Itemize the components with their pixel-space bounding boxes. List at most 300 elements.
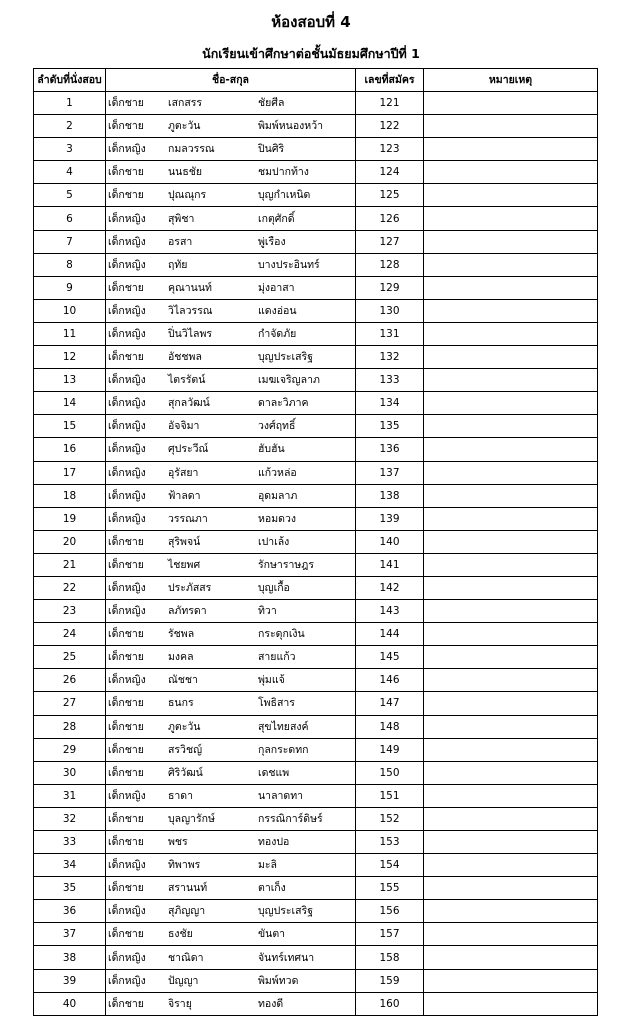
last-name: ดาละวิภาค xyxy=(258,397,309,410)
application-number-cell: 152 xyxy=(356,807,424,830)
note-cell xyxy=(424,461,598,484)
name-prefix: เด็กชาย xyxy=(108,558,144,571)
last-name: เปาเล้ง xyxy=(258,535,290,548)
student-name-cell xyxy=(106,299,356,322)
last-name: บุญเกื้อ xyxy=(258,582,290,595)
name-prefix: เด็กชาย xyxy=(108,720,144,733)
seat-number-cell: 16 xyxy=(34,438,106,461)
first-name: ธาดา xyxy=(168,789,194,802)
first-name: ปุณณุกร xyxy=(168,189,207,202)
note-cell xyxy=(424,669,598,692)
last-name: เกตุศักดิ์ xyxy=(258,212,295,225)
name-prefix: เด็กหญิง xyxy=(108,212,146,225)
name-prefix: เด็กหญิง xyxy=(108,258,146,271)
seat-number-cell: 10 xyxy=(34,299,106,322)
student-name-cell xyxy=(106,877,356,900)
first-name: ทิพาพร xyxy=(168,859,201,872)
note-cell xyxy=(424,299,598,322)
first-name: ธนกร xyxy=(168,697,194,710)
last-name: ทิวา xyxy=(258,605,277,618)
note-cell xyxy=(424,831,598,854)
last-name: พิมพ์ทวด xyxy=(258,974,299,987)
column-header-application-number: เลขที่สมัคร xyxy=(356,69,424,92)
student-name-cell xyxy=(106,946,356,969)
student-name-cell xyxy=(106,530,356,553)
first-name: จิรายุ xyxy=(168,997,192,1010)
seat-number-cell: 39 xyxy=(34,969,106,992)
seat-number-cell: 3 xyxy=(34,138,106,161)
name-prefix: เด็กหญิง xyxy=(108,859,146,872)
column-header-seat: ลำดับที่นั่งสอบ xyxy=(34,69,106,92)
seat-number-cell: 29 xyxy=(34,738,106,761)
name-prefix: เด็กชาย xyxy=(108,189,144,202)
first-name: อุรัสยา xyxy=(168,466,199,479)
first-name: ณัชชา xyxy=(168,674,198,687)
seat-number-cell: 15 xyxy=(34,415,106,438)
first-name: ฤทัย xyxy=(168,258,188,271)
application-number-cell: 126 xyxy=(356,207,424,230)
student-name-cell xyxy=(106,507,356,530)
last-name: อุดมลาภ xyxy=(258,489,298,502)
name-prefix: เด็กหญิง xyxy=(108,905,146,918)
table-row xyxy=(34,253,598,276)
seat-number-cell: 38 xyxy=(34,946,106,969)
name-prefix: เด็กชาย xyxy=(108,166,144,179)
first-name: ภูตะวัน xyxy=(168,720,201,733)
note-cell xyxy=(424,946,598,969)
application-number-cell: 133 xyxy=(356,369,424,392)
application-number-cell: 122 xyxy=(356,115,424,138)
table-row xyxy=(34,369,598,392)
student-name-cell xyxy=(106,553,356,576)
first-name: อัชชพล xyxy=(168,351,202,364)
first-name: ศุประวีณ์ xyxy=(168,443,209,456)
seat-number-cell: 28 xyxy=(34,715,106,738)
seat-number-cell: 31 xyxy=(34,784,106,807)
last-name: พุ่มแจ้ xyxy=(258,674,285,687)
name-prefix: เด็กชาย xyxy=(108,812,144,825)
application-number-cell: 160 xyxy=(356,992,424,1015)
seat-number-cell: 36 xyxy=(34,900,106,923)
first-name: รัชพล xyxy=(168,628,195,641)
application-number-cell: 142 xyxy=(356,576,424,599)
last-name: ตาเก็ง xyxy=(258,882,286,895)
seat-number-cell: 17 xyxy=(34,461,106,484)
student-name-cell xyxy=(106,184,356,207)
seat-number-cell: 13 xyxy=(34,369,106,392)
application-number-cell: 146 xyxy=(356,669,424,692)
student-name-cell xyxy=(106,669,356,692)
note-cell xyxy=(424,184,598,207)
last-name: พิมพ์หนองหว้า xyxy=(258,120,324,133)
name-prefix: เด็กหญิง xyxy=(108,674,146,687)
table-row xyxy=(34,115,598,138)
note-cell xyxy=(424,784,598,807)
note-cell xyxy=(424,715,598,738)
student-name-cell xyxy=(106,854,356,877)
name-prefix: เด็กหญิง xyxy=(108,397,146,410)
name-prefix: เด็กหญิง xyxy=(108,143,146,156)
application-number-cell: 141 xyxy=(356,553,424,576)
student-name-cell xyxy=(106,623,356,646)
note-cell xyxy=(424,992,598,1015)
first-name: นนธชัย xyxy=(168,166,203,179)
name-prefix: เด็กหญิง xyxy=(108,443,146,456)
seat-number-cell: 8 xyxy=(34,253,106,276)
student-name-cell xyxy=(106,831,356,854)
student-name-cell xyxy=(106,138,356,161)
last-name: บางประอินทร์ xyxy=(258,258,320,271)
column-header-note: หมายเหตุ xyxy=(424,69,598,92)
last-name: ทองดี xyxy=(258,997,284,1010)
seat-number-cell: 6 xyxy=(34,207,106,230)
note-cell xyxy=(424,253,598,276)
last-name: มะลิ xyxy=(258,859,277,872)
application-number-cell: 123 xyxy=(356,138,424,161)
last-name: เมฆเจริญลาภ xyxy=(258,374,320,387)
seat-number-cell: 37 xyxy=(34,923,106,946)
first-name: ธงชัย xyxy=(168,928,193,941)
note-cell xyxy=(424,969,598,992)
name-prefix: เด็กหญิง xyxy=(108,582,146,595)
table-row xyxy=(34,415,598,438)
first-name: วิไลวรรณ xyxy=(168,304,213,317)
table-row xyxy=(34,992,598,1015)
seat-number-cell: 20 xyxy=(34,530,106,553)
note-cell xyxy=(424,92,598,115)
first-name: สุริพจน์ xyxy=(168,535,201,548)
application-number-cell: 121 xyxy=(356,92,424,115)
application-number-cell: 144 xyxy=(356,623,424,646)
table-row xyxy=(34,646,598,669)
note-cell xyxy=(424,484,598,507)
seat-number-cell: 30 xyxy=(34,761,106,784)
note-cell xyxy=(424,276,598,299)
application-number-cell: 134 xyxy=(356,392,424,415)
exam-seating-table xyxy=(33,68,598,1016)
application-number-cell: 150 xyxy=(356,761,424,784)
note-cell xyxy=(424,507,598,530)
first-name: ชาณิดา xyxy=(168,951,204,964)
name-prefix: เด็กชาย xyxy=(108,351,144,364)
last-name: กำจัดภัย xyxy=(258,327,297,340)
name-prefix: เด็กชาย xyxy=(108,697,144,710)
last-name: พู่เรือง xyxy=(258,235,286,248)
application-number-cell: 131 xyxy=(356,322,424,345)
first-name: กมลวรรณ xyxy=(168,143,215,156)
application-number-cell: 151 xyxy=(356,784,424,807)
application-number-cell: 153 xyxy=(356,831,424,854)
seat-number-cell: 40 xyxy=(34,992,106,1015)
first-name: ลภัทรดา xyxy=(168,605,207,618)
note-cell xyxy=(424,692,598,715)
last-name: แดงอ่อน xyxy=(258,304,297,317)
seat-number-cell: 22 xyxy=(34,576,106,599)
student-name-cell xyxy=(106,415,356,438)
table-row xyxy=(34,969,598,992)
seat-number-cell: 35 xyxy=(34,877,106,900)
name-prefix: เด็กหญิง xyxy=(108,420,146,433)
seat-number-cell: 18 xyxy=(34,484,106,507)
note-cell xyxy=(424,438,598,461)
first-name: สุกลวัฒน์ xyxy=(168,397,210,410)
table-row xyxy=(34,854,598,877)
student-name-cell xyxy=(106,161,356,184)
application-number-cell: 125 xyxy=(356,184,424,207)
name-prefix: เด็กหญิง xyxy=(108,951,146,964)
last-name: ปินศิริ xyxy=(258,143,285,156)
note-cell xyxy=(424,346,598,369)
note-cell xyxy=(424,369,598,392)
application-number-cell: 156 xyxy=(356,900,424,923)
name-prefix: เด็กชาย xyxy=(108,997,144,1010)
student-name-cell xyxy=(106,484,356,507)
last-name: กระดุกเงิน xyxy=(258,628,305,641)
name-prefix: เด็กชาย xyxy=(108,97,144,110)
application-number-cell: 149 xyxy=(356,738,424,761)
application-number-cell: 148 xyxy=(356,715,424,738)
application-number-cell: 138 xyxy=(356,484,424,507)
room-title: ห้องสอบที่ 4 xyxy=(271,13,351,31)
name-prefix: เด็กหญิง xyxy=(108,974,146,987)
student-name-cell xyxy=(106,253,356,276)
first-name: ศิริวัฒน์ xyxy=(168,766,203,779)
student-name-cell xyxy=(106,207,356,230)
first-name: สุพิชา xyxy=(168,212,195,225)
application-number-cell: 147 xyxy=(356,692,424,715)
student-name-cell xyxy=(106,646,356,669)
seat-number-cell: 26 xyxy=(34,669,106,692)
seat-number-cell: 24 xyxy=(34,623,106,646)
seat-number-cell: 12 xyxy=(34,346,106,369)
table-row xyxy=(34,692,598,715)
seat-number-cell: 27 xyxy=(34,692,106,715)
first-name: ไตรรัตน์ xyxy=(168,374,206,387)
table-row xyxy=(34,484,598,507)
note-cell xyxy=(424,923,598,946)
note-cell xyxy=(424,161,598,184)
student-name-cell xyxy=(106,115,356,138)
last-name: นาลาดทา xyxy=(258,789,304,802)
name-prefix: เด็กชาย xyxy=(108,743,144,756)
seat-number-cell: 11 xyxy=(34,322,106,345)
table-row xyxy=(34,807,598,830)
student-name-cell xyxy=(106,900,356,923)
last-name: รักษาราษฎร xyxy=(258,558,314,571)
last-name: กุลกระดทก xyxy=(258,743,309,756)
seat-number-cell: 25 xyxy=(34,646,106,669)
note-cell xyxy=(424,553,598,576)
application-number-cell: 124 xyxy=(356,161,424,184)
application-number-cell: 145 xyxy=(356,646,424,669)
first-name: ภูตะวัน xyxy=(168,120,201,133)
note-cell xyxy=(424,877,598,900)
first-name: ปิ่นวิไลพร xyxy=(168,327,213,340)
name-prefix: เด็กหญิง xyxy=(108,605,146,618)
student-name-cell xyxy=(106,992,356,1015)
table-row xyxy=(34,553,598,576)
name-prefix: เด็กชาย xyxy=(108,628,144,641)
table-row xyxy=(34,299,598,322)
student-name-cell xyxy=(106,461,356,484)
note-cell xyxy=(424,530,598,553)
note-cell xyxy=(424,230,598,253)
note-cell xyxy=(424,392,598,415)
last-name: หอมดวง xyxy=(258,512,296,525)
table-row xyxy=(34,346,598,369)
name-prefix: เด็กชาย xyxy=(108,651,144,664)
seat-number-cell: 7 xyxy=(34,230,106,253)
table-row xyxy=(34,831,598,854)
last-name: ขันตา xyxy=(258,928,286,941)
application-number-cell: 155 xyxy=(356,877,424,900)
application-number-cell: 139 xyxy=(356,507,424,530)
name-prefix: เด็กชาย xyxy=(108,928,144,941)
seat-number-cell: 34 xyxy=(34,854,106,877)
first-name: สรานนท์ xyxy=(168,882,208,895)
application-number-cell: 159 xyxy=(356,969,424,992)
note-cell xyxy=(424,854,598,877)
last-name: ทองปอ xyxy=(258,836,290,849)
student-name-cell xyxy=(106,576,356,599)
note-cell xyxy=(424,415,598,438)
student-name-cell xyxy=(106,369,356,392)
last-name: โพธิสาร xyxy=(258,697,295,710)
table-row xyxy=(34,161,598,184)
first-name: อรสา xyxy=(168,235,193,248)
name-prefix: เด็กหญิง xyxy=(108,374,146,387)
table-row xyxy=(34,669,598,692)
first-name: คุณานนท์ xyxy=(168,281,212,294)
table-row xyxy=(34,276,598,299)
student-name-cell xyxy=(106,346,356,369)
student-name-cell xyxy=(106,392,356,415)
note-cell xyxy=(424,761,598,784)
note-cell xyxy=(424,646,598,669)
table-row xyxy=(34,322,598,345)
name-prefix: เด็กชาย xyxy=(108,535,144,548)
seat-number-cell: 1 xyxy=(34,92,106,115)
student-name-cell xyxy=(106,692,356,715)
first-name: บุลญารักษ์ xyxy=(168,812,215,825)
note-cell xyxy=(424,900,598,923)
table-row xyxy=(34,507,598,530)
seat-number-cell: 33 xyxy=(34,831,106,854)
application-number-cell: 128 xyxy=(356,253,424,276)
last-name: วงศ์ฤทธิ์ xyxy=(258,420,296,433)
seat-number-cell: 23 xyxy=(34,600,106,623)
name-prefix: เด็กหญิง xyxy=(108,466,146,479)
seat-number-cell: 32 xyxy=(34,807,106,830)
name-prefix: เด็กหญิง xyxy=(108,304,146,317)
application-number-cell: 143 xyxy=(356,600,424,623)
last-name: กรรณิการ์ดิษร์ xyxy=(258,812,323,825)
note-cell xyxy=(424,623,598,646)
first-name: ประภัสสร xyxy=(168,582,212,595)
table-row xyxy=(34,877,598,900)
seat-number-cell: 9 xyxy=(34,276,106,299)
note-cell xyxy=(424,207,598,230)
table-row xyxy=(34,461,598,484)
first-name: อัจจิมา xyxy=(168,420,200,433)
student-name-cell xyxy=(106,230,356,253)
student-name-cell xyxy=(106,92,356,115)
name-prefix: เด็กหญิง xyxy=(108,327,146,340)
last-name: จันทร์เทศนา xyxy=(258,951,315,964)
name-prefix: เด็กชาย xyxy=(108,836,144,849)
table-row xyxy=(34,392,598,415)
application-number-cell: 136 xyxy=(356,438,424,461)
table-row xyxy=(34,715,598,738)
application-number-cell: 129 xyxy=(356,276,424,299)
table-row xyxy=(34,92,598,115)
name-prefix: เด็กหญิง xyxy=(108,789,146,802)
note-cell xyxy=(424,600,598,623)
last-name: บุญประเสริฐ xyxy=(258,905,313,918)
table-row xyxy=(34,738,598,761)
seat-number-cell: 5 xyxy=(34,184,106,207)
student-name-cell xyxy=(106,761,356,784)
application-number-cell: 135 xyxy=(356,415,424,438)
student-name-cell xyxy=(106,276,356,299)
application-number-cell: 137 xyxy=(356,461,424,484)
name-prefix: เด็กหญิง xyxy=(108,235,146,248)
first-name: ปัญญา xyxy=(168,974,199,987)
last-name: สุขไทยสงค์ xyxy=(258,720,309,733)
table-row xyxy=(34,761,598,784)
table-row xyxy=(34,230,598,253)
note-cell xyxy=(424,115,598,138)
student-name-cell xyxy=(106,807,356,830)
application-number-cell: 127 xyxy=(356,230,424,253)
column-header-name: ชื่อ-สกุล xyxy=(106,69,356,92)
seat-number-cell: 21 xyxy=(34,553,106,576)
application-number-cell: 130 xyxy=(356,299,424,322)
application-number-cell: 140 xyxy=(356,530,424,553)
first-name: ฟ้าลดา xyxy=(168,489,201,502)
note-cell xyxy=(424,138,598,161)
table-row xyxy=(34,946,598,969)
note-cell xyxy=(424,576,598,599)
application-number-cell: 158 xyxy=(356,946,424,969)
first-name: เสกสรร xyxy=(168,97,203,110)
table-row xyxy=(34,784,598,807)
student-name-cell xyxy=(106,322,356,345)
last-name: เดชแพ xyxy=(258,766,290,779)
student-name-cell xyxy=(106,784,356,807)
table-row xyxy=(34,623,598,646)
name-prefix: เด็กชาย xyxy=(108,120,144,133)
name-prefix: เด็กชาย xyxy=(108,281,144,294)
last-name: แก้วหล่อ xyxy=(258,466,297,479)
last-name: ฮับฮัน xyxy=(258,443,285,456)
table-row xyxy=(34,530,598,553)
last-name: ชมปากท้าง xyxy=(258,166,309,179)
first-name: ไชยพศ xyxy=(168,558,201,571)
seat-number-cell: 19 xyxy=(34,507,106,530)
table-row xyxy=(34,900,598,923)
last-name: บุญกำเหนิด xyxy=(258,189,311,202)
seat-number-cell: 2 xyxy=(34,115,106,138)
table-row xyxy=(34,138,598,161)
seat-number-cell: 14 xyxy=(34,392,106,415)
student-name-cell xyxy=(106,738,356,761)
table-row xyxy=(34,600,598,623)
first-name: สรวิชญ์ xyxy=(168,743,203,756)
table-header-row xyxy=(34,69,598,92)
application-number-cell: 132 xyxy=(356,346,424,369)
first-name: วรรณภา xyxy=(168,512,208,525)
